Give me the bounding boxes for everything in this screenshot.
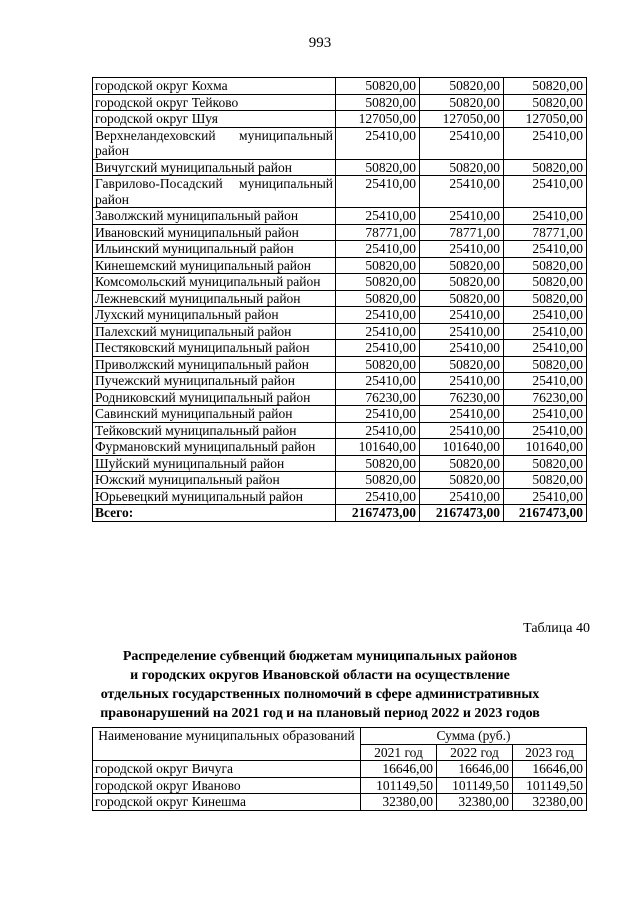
value-2021-cell: 25410,00 [336, 373, 420, 390]
table2-body [93, 761, 587, 811]
table-row [93, 127, 587, 159]
table-title [0, 647, 640, 723]
row-name-cell: городской округ Тейково [93, 94, 336, 111]
table-row [93, 389, 587, 406]
row-name-cell: Родниковский муниципальный район [93, 389, 336, 406]
row-name-cell: Гаврилово-Посадский муниципальный район [93, 176, 336, 208]
row-name-cell: Ильинский муниципальный район [93, 241, 336, 258]
table-row [93, 472, 587, 489]
value-2023-cell: 127050,00 [504, 111, 587, 128]
row-name-cell: Пучежский муниципальный район [93, 373, 336, 390]
value-2022-cell: 25410,00 [420, 422, 504, 439]
value-2021-cell: 25410,00 [336, 127, 420, 159]
row-name-cell: Савинский муниципальный район [93, 406, 336, 423]
row-name-cell: Кинешемский муниципальный район [93, 257, 336, 274]
row-name-cell: городской округ Вичуга [93, 761, 361, 778]
table2-header-row [93, 728, 587, 745]
value-2022-cell: 50820,00 [420, 159, 504, 176]
value-2022-cell: 25410,00 [420, 241, 504, 258]
row-name-cell: Фурмановский муниципальный район [93, 439, 336, 456]
value-2022-cell: 50820,00 [420, 290, 504, 307]
value-2023-cell: 50820,00 [504, 472, 587, 489]
table-row [93, 488, 587, 505]
row-name-cell: Вичугский муниципальный район [93, 159, 336, 176]
table-row [93, 356, 587, 373]
value-2023-cell: 25410,00 [504, 241, 587, 258]
value-2023-cell: 101149,50 [513, 777, 587, 794]
table-row [93, 761, 587, 778]
table-row [93, 111, 587, 128]
table-row [93, 176, 587, 208]
value-2021-cell: 25410,00 [336, 176, 420, 208]
total-2021-cell: 2167473,00 [336, 505, 420, 522]
value-2023-cell: 25410,00 [504, 488, 587, 505]
value-2023-cell: 50820,00 [504, 356, 587, 373]
value-2021-cell: 101640,00 [336, 439, 420, 456]
value-2023-cell: 16646,00 [513, 761, 587, 778]
value-2021-cell: 25410,00 [336, 340, 420, 357]
table-row [93, 208, 587, 225]
table-row [93, 439, 587, 456]
value-2023-cell: 50820,00 [504, 290, 587, 307]
value-2023-cell: 32380,00 [513, 794, 587, 811]
table-label: Таблица 40 [523, 621, 590, 636]
value-2022-cell: 127050,00 [420, 111, 504, 128]
value-2021-cell: 50820,00 [336, 274, 420, 291]
value-2021-cell: 25410,00 [336, 307, 420, 324]
header-year-cell: 2021 год [361, 744, 437, 761]
row-name-cell: Комсомольский муниципальный район [93, 274, 336, 291]
row-name-cell: Ивановский муниципальный район [93, 224, 336, 241]
value-2021-cell: 16646,00 [361, 761, 437, 778]
row-name-cell: Шуйский муниципальный район [93, 455, 336, 472]
value-2023-cell: 50820,00 [504, 274, 587, 291]
value-2022-cell: 50820,00 [420, 455, 504, 472]
table-row [93, 794, 587, 811]
value-2023-cell: 50820,00 [504, 78, 587, 95]
value-2022-cell: 25410,00 [420, 488, 504, 505]
row-name-cell: Лухский муниципальный район [93, 307, 336, 324]
value-2022-cell: 50820,00 [420, 94, 504, 111]
table-row [93, 224, 587, 241]
value-2021-cell: 50820,00 [336, 94, 420, 111]
row-name-cell: городской округ Кохма [93, 78, 336, 95]
value-2022-cell: 50820,00 [420, 274, 504, 291]
value-2023-cell: 25410,00 [504, 208, 587, 225]
row-name-cell: городской округ Кинешма [93, 794, 361, 811]
table-row [93, 94, 587, 111]
value-2021-cell: 50820,00 [336, 472, 420, 489]
table-row [93, 406, 587, 423]
value-2023-cell: 50820,00 [504, 455, 587, 472]
table-row [93, 241, 587, 258]
value-2022-cell: 50820,00 [420, 78, 504, 95]
value-2021-cell: 25410,00 [336, 323, 420, 340]
value-2023-cell: 25410,00 [504, 373, 587, 390]
value-2021-cell: 78771,00 [336, 224, 420, 241]
value-2021-cell: 76230,00 [336, 389, 420, 406]
value-2021-cell: 32380,00 [361, 794, 437, 811]
value-2023-cell: 50820,00 [504, 94, 587, 111]
title-line: и городских округов Ивановской области на осуществление [130, 668, 510, 683]
table-row [93, 455, 587, 472]
value-2022-cell: 25410,00 [420, 340, 504, 357]
row-name-cell: Заволжский муниципальный район [93, 208, 336, 225]
value-2023-cell: 25410,00 [504, 406, 587, 423]
value-2023-cell: 25410,00 [504, 307, 587, 324]
value-2021-cell: 50820,00 [336, 257, 420, 274]
table-row [93, 422, 587, 439]
header-name-cell: Наименование муниципальных образований [93, 728, 361, 761]
table-row [93, 323, 587, 340]
page-number: 993 [308, 35, 332, 51]
value-2022-cell: 101640,00 [420, 439, 504, 456]
table-row [93, 777, 587, 794]
table-row [93, 78, 587, 95]
subvention-table-continued [92, 77, 587, 522]
value-2023-cell: 25410,00 [504, 340, 587, 357]
row-name-cell: Приволжский муниципальный район [93, 356, 336, 373]
total-row [93, 505, 587, 522]
row-name-cell: Тейковский муниципальный район [93, 422, 336, 439]
administrative-offenses-table [92, 727, 587, 811]
value-2021-cell: 25410,00 [336, 208, 420, 225]
value-2023-cell: 78771,00 [504, 224, 587, 241]
header-sum-cell: Сумма (руб.) [361, 728, 587, 745]
header-year-cell: 2022 год [437, 744, 513, 761]
row-name-cell: Пестяковский муниципальный район [93, 340, 336, 357]
value-2022-cell: 76230,00 [420, 389, 504, 406]
total-2023-cell: 2167473,00 [504, 505, 587, 522]
value-2021-cell: 25410,00 [336, 422, 420, 439]
row-name-cell: Верхнеландеховский муниципальный район [93, 127, 336, 159]
value-2023-cell: 25410,00 [504, 127, 587, 159]
table-row [93, 290, 587, 307]
table-row [93, 257, 587, 274]
row-name-cell: городской округ Иваново [93, 777, 361, 794]
value-2021-cell: 25410,00 [336, 241, 420, 258]
table-row [93, 307, 587, 324]
value-2023-cell: 25410,00 [504, 422, 587, 439]
table-row [93, 340, 587, 357]
value-2022-cell: 50820,00 [420, 356, 504, 373]
value-2022-cell: 32380,00 [437, 794, 513, 811]
title-line: правонарушений на 2021 год и на плановый период 2022 и 2023 годов [100, 706, 540, 721]
total-2022-cell: 2167473,00 [420, 505, 504, 522]
value-2022-cell: 16646,00 [437, 761, 513, 778]
value-2022-cell: 25410,00 [420, 208, 504, 225]
value-2021-cell: 50820,00 [336, 290, 420, 307]
value-2022-cell: 25410,00 [420, 373, 504, 390]
value-2022-cell: 50820,00 [420, 472, 504, 489]
total-label-cell: Всего: [93, 505, 336, 522]
value-2023-cell: 50820,00 [504, 257, 587, 274]
value-2021-cell: 50820,00 [336, 455, 420, 472]
value-2022-cell: 50820,00 [420, 257, 504, 274]
value-2022-cell: 101149,50 [437, 777, 513, 794]
value-2022-cell: 25410,00 [420, 323, 504, 340]
value-2022-cell: 25410,00 [420, 307, 504, 324]
row-name-cell: Палехский муниципальный район [93, 323, 336, 340]
value-2023-cell: 101640,00 [504, 439, 587, 456]
table-row [93, 159, 587, 176]
value-2023-cell: 76230,00 [504, 389, 587, 406]
title-line: отдельных государственных полномочий в сфере административных [100, 687, 540, 702]
value-2022-cell: 25410,00 [420, 176, 504, 208]
row-name-cell: Лежневский муниципальный район [93, 290, 336, 307]
value-2021-cell: 25410,00 [336, 488, 420, 505]
title-line: Распределение субвенций бюджетам муниципальных районов [122, 649, 518, 664]
value-2022-cell: 78771,00 [420, 224, 504, 241]
row-name-cell: Юрьевецкий муниципальный район [93, 488, 336, 505]
table-row [93, 373, 587, 390]
row-name-cell: городской округ Шуя [93, 111, 336, 128]
value-2021-cell: 50820,00 [336, 356, 420, 373]
value-2021-cell: 127050,00 [336, 111, 420, 128]
row-name-cell: Южский муниципальный район [93, 472, 336, 489]
value-2021-cell: 50820,00 [336, 78, 420, 95]
value-2023-cell: 50820,00 [504, 159, 587, 176]
value-2021-cell: 101149,50 [361, 777, 437, 794]
value-2022-cell: 25410,00 [420, 127, 504, 159]
value-2021-cell: 25410,00 [336, 406, 420, 423]
value-2021-cell: 50820,00 [336, 159, 420, 176]
value-2023-cell: 25410,00 [504, 176, 587, 208]
value-2022-cell: 25410,00 [420, 406, 504, 423]
table-row [93, 274, 587, 291]
header-year-cell: 2023 год [513, 744, 587, 761]
table1-body [93, 78, 587, 522]
value-2023-cell: 25410,00 [504, 323, 587, 340]
